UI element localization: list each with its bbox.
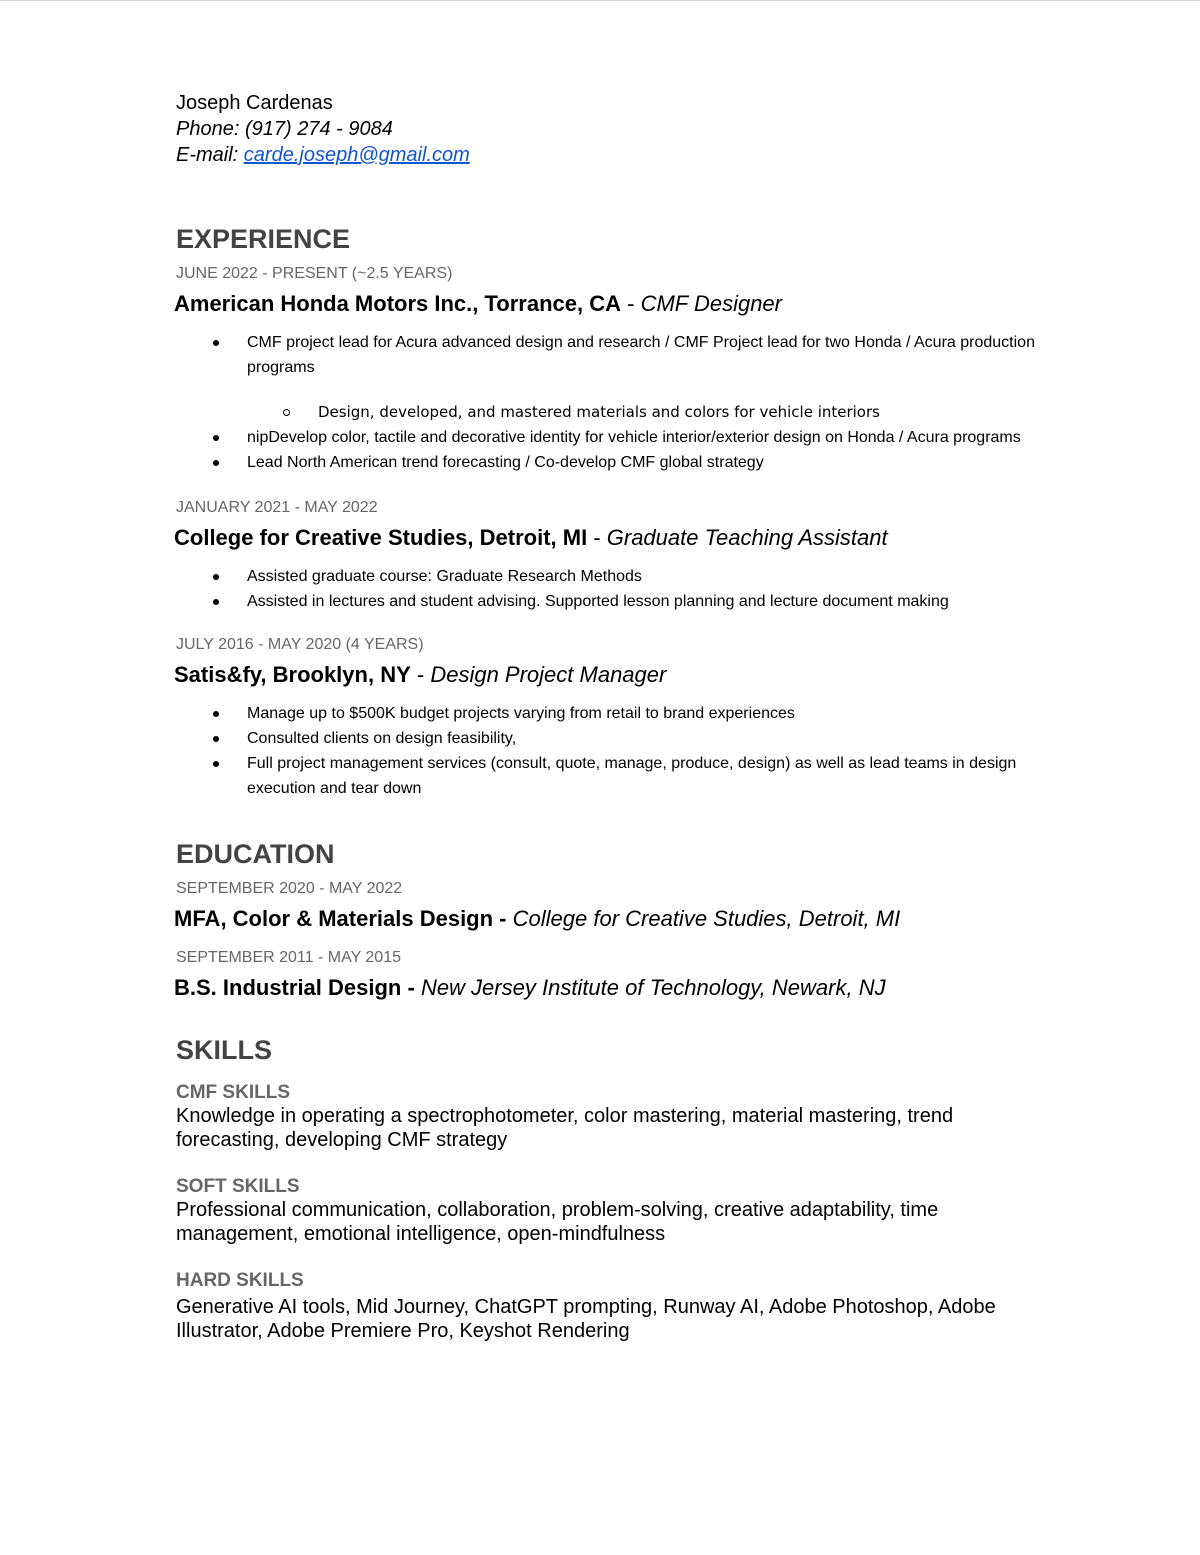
- skill-group: [176, 1269, 1056, 1343]
- skill-group-text: Professional communication, collaboration, problem-solving, creative adaptability, time management, emotional intelligence, open-mindfulness: [176, 1199, 939, 1245]
- list-item: nipDevelop color, tactile and decorative identity for vehicle interior/exterior design on Honda / Acura programs: [176, 425, 1056, 450]
- job-entry: [176, 635, 1056, 801]
- skill-group-text: Knowledge in operating a spectrophotometer, color mastering, material mastering, trend forecasting, developing CMF strategy: [176, 1105, 954, 1151]
- job-role: Design Project Manager: [430, 662, 667, 687]
- education-degree: MFA, Color & Materials Design -: [174, 906, 507, 931]
- skills-heading: SKILLS: [176, 1035, 273, 1065]
- job-company: American Honda Motors Inc., Torrance, CA: [174, 291, 622, 316]
- education-line: [174, 974, 1056, 1002]
- education-entry: [176, 948, 1056, 1002]
- skill-group-heading: CMF SKILLS: [176, 1082, 290, 1103]
- job-sub-bullets: [176, 400, 1056, 425]
- resume-page: [176, 90, 1056, 1343]
- job-title-line: [174, 524, 1056, 552]
- skill-group: [176, 1175, 1056, 1246]
- job-title-line: [174, 290, 1056, 318]
- education-school: College for Creative Studies, Detroit, MI: [512, 906, 901, 931]
- job-title-line: [174, 661, 1056, 689]
- email-link[interactable]: carde.joseph@gmail.com: [243, 144, 470, 166]
- job-separator: -: [587, 525, 607, 550]
- list-item: CMF project lead for Acura advanced design and research / CMF Project lead for two Honda / Acura production programs: [176, 330, 1056, 380]
- phone-label: Phone:: [176, 118, 240, 140]
- education-school: New Jersey Institute of Technology, Newark, NJ: [420, 975, 886, 1000]
- page-top-border: [0, 0, 1200, 1]
- list-item: Consulted clients on design feasibility,: [176, 726, 1056, 751]
- list-item: Lead North American trend forecasting / Co-develop CMF global strategy: [176, 450, 1056, 475]
- job-date: JANUARY 2021 - MAY 2022: [176, 499, 378, 516]
- job-entry: [176, 264, 1056, 475]
- experience-heading: EXPERIENCE: [176, 224, 351, 254]
- job-bullets: [176, 701, 1056, 801]
- list-item: Manage up to $500K budget projects varying from retail to brand experiences: [176, 701, 1056, 726]
- phone-line: [176, 116, 1056, 142]
- list-item: Design, developed, and mastered materials and colors for vehicle interiors: [176, 400, 1056, 425]
- education-heading: EDUCATION: [176, 839, 335, 869]
- job-date: JUNE 2022 - PRESENT (~2.5 YEARS): [176, 265, 453, 282]
- job-entry: [176, 498, 1056, 614]
- education-date: SEPTEMBER 2020 - MAY 2022: [176, 880, 403, 897]
- job-company: Satis&fy, Brooklyn, NY: [174, 662, 411, 687]
- candidate-name: Joseph Cardenas: [176, 92, 333, 114]
- job-bullets: [176, 564, 1056, 614]
- job-bullets: [176, 330, 1056, 380]
- contact-header: [176, 90, 1056, 168]
- list-item: Assisted in lectures and student advising. Supported lesson planning and lecture document making: [176, 589, 1056, 614]
- job-separator: -: [410, 662, 431, 687]
- skill-group: [176, 1081, 1056, 1152]
- list-item: Full project management services (consult, quote, manage, produce, design) as well as lead teams in design execution and tear down: [176, 751, 1056, 801]
- education-entry: [176, 879, 1056, 933]
- skill-group-heading: SOFT SKILLS: [176, 1176, 300, 1197]
- job-date: JULY 2016 - MAY 2020 (4 YEARS): [176, 636, 424, 653]
- email-line: [176, 142, 1056, 168]
- phone-number: (917) 274 - 9084: [244, 118, 393, 140]
- skill-group-heading: HARD SKILLS: [176, 1270, 304, 1291]
- education-degree: B.S. Industrial Design -: [174, 975, 415, 1000]
- email-label: E-mail:: [176, 144, 239, 166]
- job-separator: -: [621, 291, 641, 316]
- job-role: Graduate Teaching Assistant: [606, 525, 888, 550]
- education-line: [174, 905, 1056, 933]
- job-role: CMF Designer: [640, 291, 782, 316]
- job-company: College for Creative Studies, Detroit, MI: [174, 525, 588, 550]
- list-item: Assisted graduate course: Graduate Research Methods: [176, 564, 1056, 589]
- job-bullets-continued: [176, 425, 1056, 475]
- skill-group-text: Generative AI tools, Mid Journey, ChatGPT prompting, Runway AI, Adobe Photoshop, Adobe Illustrator, Adobe Premiere Pro, Keyshot Rendering: [176, 1296, 996, 1342]
- education-date: SEPTEMBER 2011 - MAY 2015: [176, 949, 401, 966]
